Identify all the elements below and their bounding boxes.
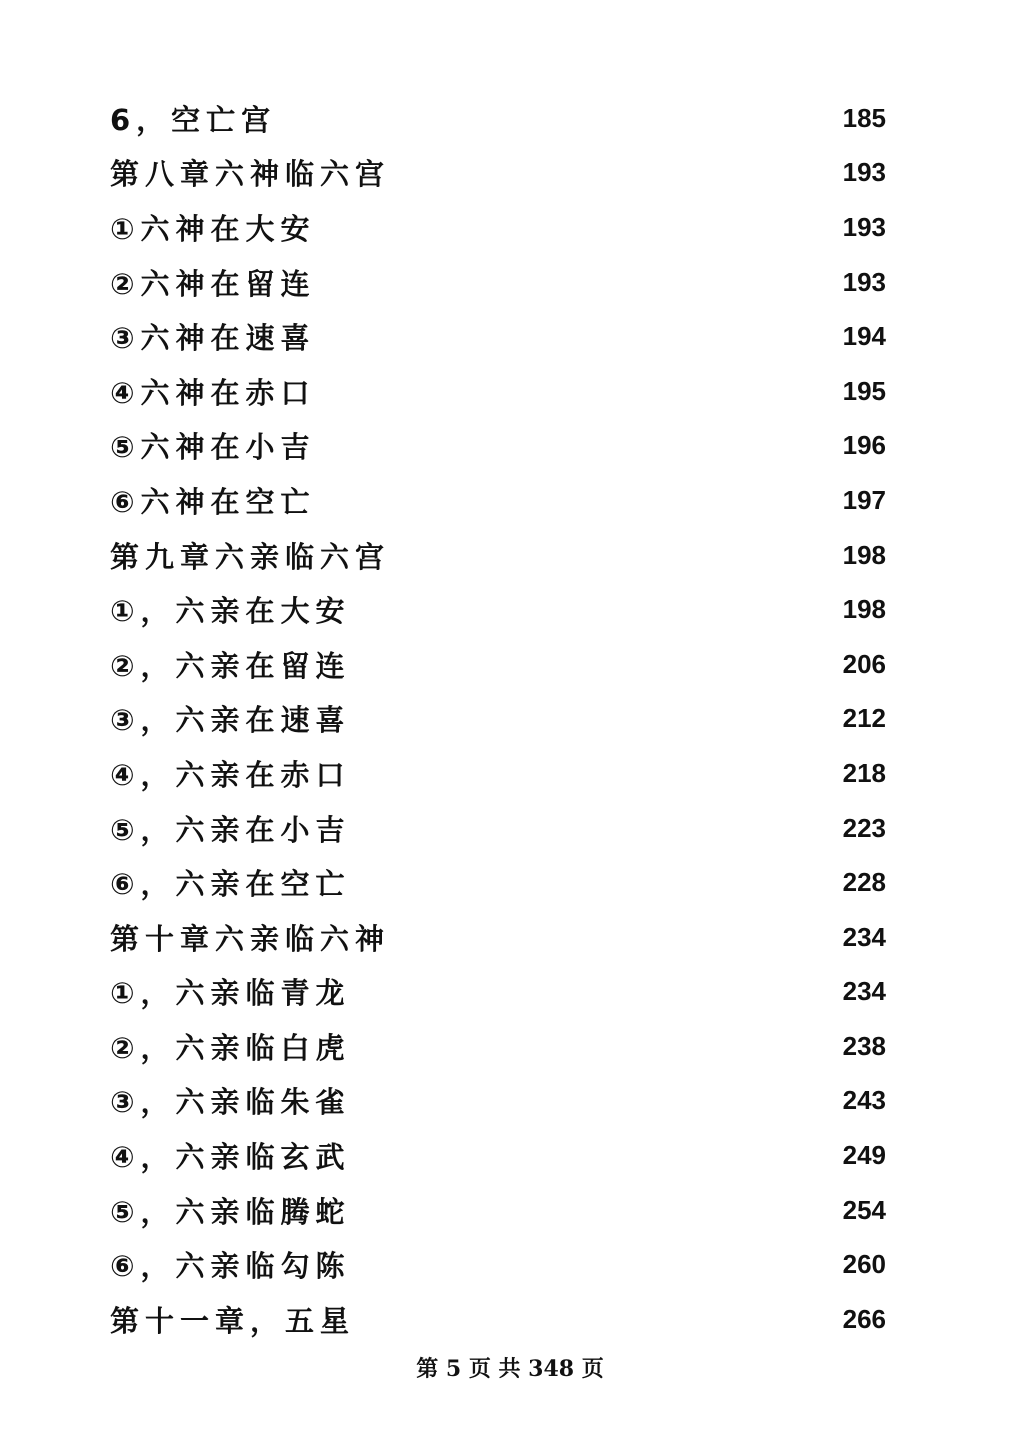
toc-entry-title: ①，六亲在大安 [110,594,351,629]
toc-entry [110,692,890,747]
toc-entry-title: ③，六亲在速喜 [110,703,351,738]
toc-entry-page-number: 254 [842,1194,886,1225]
toc-entry-page-number: 193 [842,211,886,242]
toc-entry-title: ④六神在赤口 [110,375,316,410]
toc-entry [110,801,890,856]
toc-entry-title: ⑥，六亲在空亡 [110,867,351,902]
toc-entry [110,1074,890,1129]
toc-entry-page-number: 197 [842,484,886,515]
table-of-contents [110,91,890,1347]
toc-entry-page-number: 212 [842,703,886,734]
toc-entry-page-number: 193 [842,157,886,188]
toc-entry-page-number: 193 [842,266,886,297]
toc-entry-page-number: 194 [842,321,886,352]
toc-entry-title: 第九章六亲临六宫 [110,539,391,574]
toc-entry-page-number: 218 [842,757,886,788]
toc-entry-title: ⑥六神在空亡 [110,484,316,519]
toc-entry-title: 第十章六亲临六神 [110,921,391,956]
toc-entry [110,1019,890,1074]
toc-entry-page-number: 234 [842,976,886,1007]
toc-entry-title: 第十一章，五星 [110,1303,356,1338]
toc-entry [110,91,890,146]
toc-entry-title: 6，空亡宫 [110,102,277,137]
toc-entry [110,582,890,637]
toc-entry [110,200,890,255]
toc-entry-page-number: 185 [842,102,886,133]
toc-entry-title: ⑥，六亲临勾陈 [110,1249,351,1284]
toc-entry [110,309,890,364]
toc-entry-title: ②，六亲在留连 [110,648,351,683]
toc-entry [110,746,890,801]
toc-entry [110,855,890,910]
toc-entry-title: ②六神在留连 [110,266,316,301]
toc-entry-title: ⑤，六亲在小吉 [110,812,351,847]
toc-entry-page-number: 249 [842,1140,886,1171]
toc-entry-page-number: 196 [842,430,886,461]
toc-entry [110,146,890,201]
toc-entry-page-number: 223 [842,812,886,843]
toc-entry-title: 第八章六神临六宫 [110,157,391,192]
page-footer: 第 5 页 共 348 页 [416,1356,604,1382]
toc-entry [110,1183,890,1238]
toc-entry-title: ④，六亲在赤口 [110,757,351,792]
toc-entry-page-number: 234 [842,921,886,952]
toc-entry-title: ③，六亲临朱雀 [110,1085,351,1120]
toc-entry [110,419,890,474]
toc-entry [110,965,890,1020]
toc-entry [110,637,890,692]
toc-entry-page-number: 260 [842,1249,886,1280]
toc-entry-title: ②，六亲临白虎 [110,1030,351,1065]
toc-entry-page-number: 198 [842,594,886,625]
toc-entry-title: ①，六亲临青龙 [110,976,351,1011]
toc-entry-title: ④，六亲临玄武 [110,1140,351,1175]
toc-entry-page-number: 243 [842,1085,886,1116]
toc-entry [110,1292,890,1347]
toc-entry-page-number: 195 [842,375,886,406]
toc-entry-page-number: 228 [842,867,886,898]
toc-entry-page-number: 238 [842,1030,886,1061]
toc-entry-page-number: 266 [842,1303,886,1334]
toc-entry [110,255,890,310]
toc-entry [110,1237,890,1292]
toc-entry-title: ③六神在速喜 [110,321,316,356]
toc-entry-title: ⑤六神在小吉 [110,430,316,465]
toc-entry [110,528,890,583]
toc-entry [110,910,890,965]
toc-entry-title: ①六神在大安 [110,211,316,246]
toc-entry [110,364,890,419]
toc-entry-title: ⑤，六亲临腾蛇 [110,1194,351,1229]
toc-entry [110,1128,890,1183]
toc-entry [110,473,890,528]
toc-entry-page-number: 198 [842,539,886,570]
toc-entry-page-number: 206 [842,648,886,679]
